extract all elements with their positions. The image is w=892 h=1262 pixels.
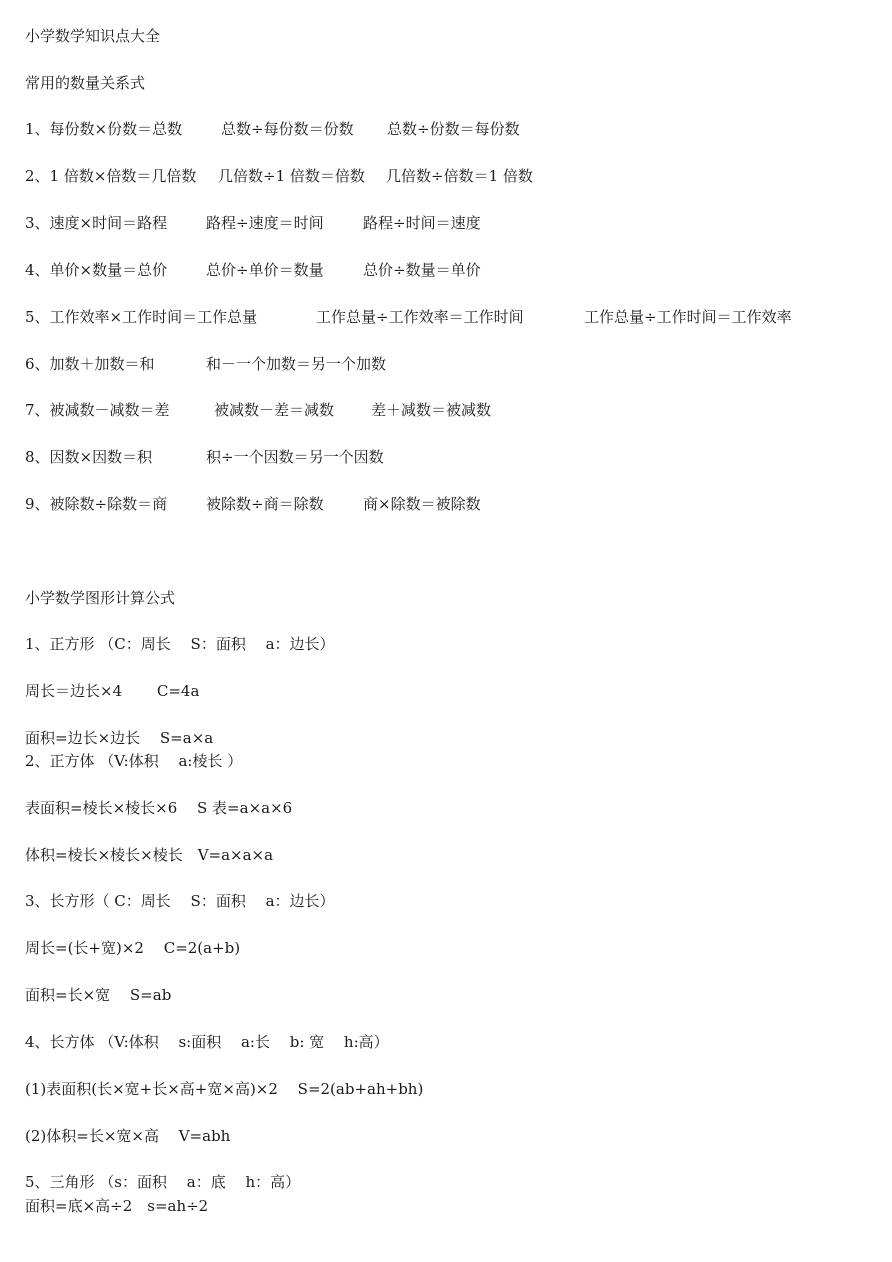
formula-line-9: 面积=长×宽 S=ab xyxy=(25,986,172,1004)
relation-row-9-part-1: 9、被除数÷除数＝商 xyxy=(25,495,168,513)
section1-heading: 常用的数量关系式 xyxy=(25,74,146,92)
formula-line-3: 面积=边长×边长 S=a×a xyxy=(25,729,214,747)
relation-row-9 xyxy=(25,494,481,514)
relation-row-8 xyxy=(25,447,384,467)
relation-row-1-part-1: 1、每份数×份数＝总数 xyxy=(25,120,183,138)
section2-heading: 小学数学图形计算公式 xyxy=(25,589,176,607)
document-title: 小学数学知识点大全 xyxy=(25,27,161,45)
formula-line-1: 1、正方形 （C：周长 S：面积 a：边长） xyxy=(25,635,335,653)
relation-row-5 xyxy=(25,307,792,327)
relation-row-9-part-3: 商×除数＝被除数 xyxy=(363,495,481,513)
formula-line-10: 4、长方体 （V:体积 s:面积 a:长 b: 宽 h:高） xyxy=(25,1033,389,1051)
formula-line-2: 周长＝边长×4 C=4a xyxy=(25,682,200,700)
formula-line-6: 体积=棱长×棱长×棱长 V=a×a×a xyxy=(25,846,274,864)
relation-row-3-part-3: 路程÷时间＝速度 xyxy=(363,214,481,232)
relation-row-6-part-1: 6、加数＋加数＝和 xyxy=(25,355,155,373)
relation-row-8-part-1: 8、因数×因数＝积 xyxy=(25,448,153,466)
relation-row-7-part-2: 被减数－差＝减数 xyxy=(214,401,335,419)
relation-row-2 xyxy=(25,166,533,186)
relation-row-5-part-2: 工作总量÷工作效率＝工作时间 xyxy=(316,308,524,326)
formula-line-8: 周长=(长+宽)×2 C=2(a+b) xyxy=(25,939,241,957)
relation-row-7-part-1: 7、被减数－减数＝差 xyxy=(25,401,170,419)
formula-line-11: (1)表面积(长×宽+长×高+宽×高)×2 S=2(ab+ah+bh) xyxy=(25,1080,424,1098)
relation-row-6-part-2: 和－一个加数＝另一个加数 xyxy=(206,355,387,373)
formula-line-7: 3、长方形（ C：周长 S：面积 a：边长） xyxy=(25,892,335,910)
relation-row-6 xyxy=(25,354,387,374)
relation-row-8-part-2: 积÷一个因数＝另一个因数 xyxy=(206,448,384,466)
relation-row-2-part-2: 几倍数÷1 倍数＝倍数 xyxy=(218,167,365,185)
relation-row-3-part-2: 路程÷速度＝时间 xyxy=(206,214,324,232)
relation-row-7 xyxy=(25,400,492,420)
formula-line-14: 面积=底×高÷2 s=ah÷2 xyxy=(25,1197,209,1215)
relation-row-5-part-3: 工作总量÷工作时间＝工作效率 xyxy=(584,308,792,326)
relation-row-1 xyxy=(25,119,520,139)
formula-line-4: 2、正方体 （V:体积 a:棱长 ） xyxy=(25,752,243,770)
relation-row-5-part-1: 5、工作效率×工作时间＝工作总量 xyxy=(25,308,258,326)
relation-row-1-part-2: 总数÷每份数＝份数 xyxy=(221,120,354,138)
relation-row-4-part-2: 总价÷单价＝数量 xyxy=(206,261,324,279)
formula-line-13: 5、三角形 （s：面积 a：底 h：高） xyxy=(25,1173,301,1191)
relation-row-9-part-2: 被除数÷商＝除数 xyxy=(206,495,324,513)
relation-row-1-part-3: 总数÷份数＝每份数 xyxy=(387,120,520,138)
formula-line-12: (2)体积=长×宽×高 V=abh xyxy=(25,1127,231,1145)
relation-row-4 xyxy=(25,260,481,280)
relation-row-7-part-3: 差＋减数＝被减数 xyxy=(371,401,492,419)
relation-row-2-part-3: 几倍数÷倍数＝1 倍数 xyxy=(386,167,533,185)
relation-row-4-part-1: 4、单价×数量＝总价 xyxy=(25,261,168,279)
formula-line-5: 表面积=棱长×棱长×6 S 表=a×a×6 xyxy=(25,799,293,817)
relation-row-2-part-1: 2、1 倍数×倍数＝几倍数 xyxy=(25,167,197,185)
relation-row-3-part-1: 3、速度×时间＝路程 xyxy=(25,214,168,232)
relation-row-3 xyxy=(25,213,481,233)
relation-row-4-part-3: 总价÷数量＝单价 xyxy=(363,261,481,279)
